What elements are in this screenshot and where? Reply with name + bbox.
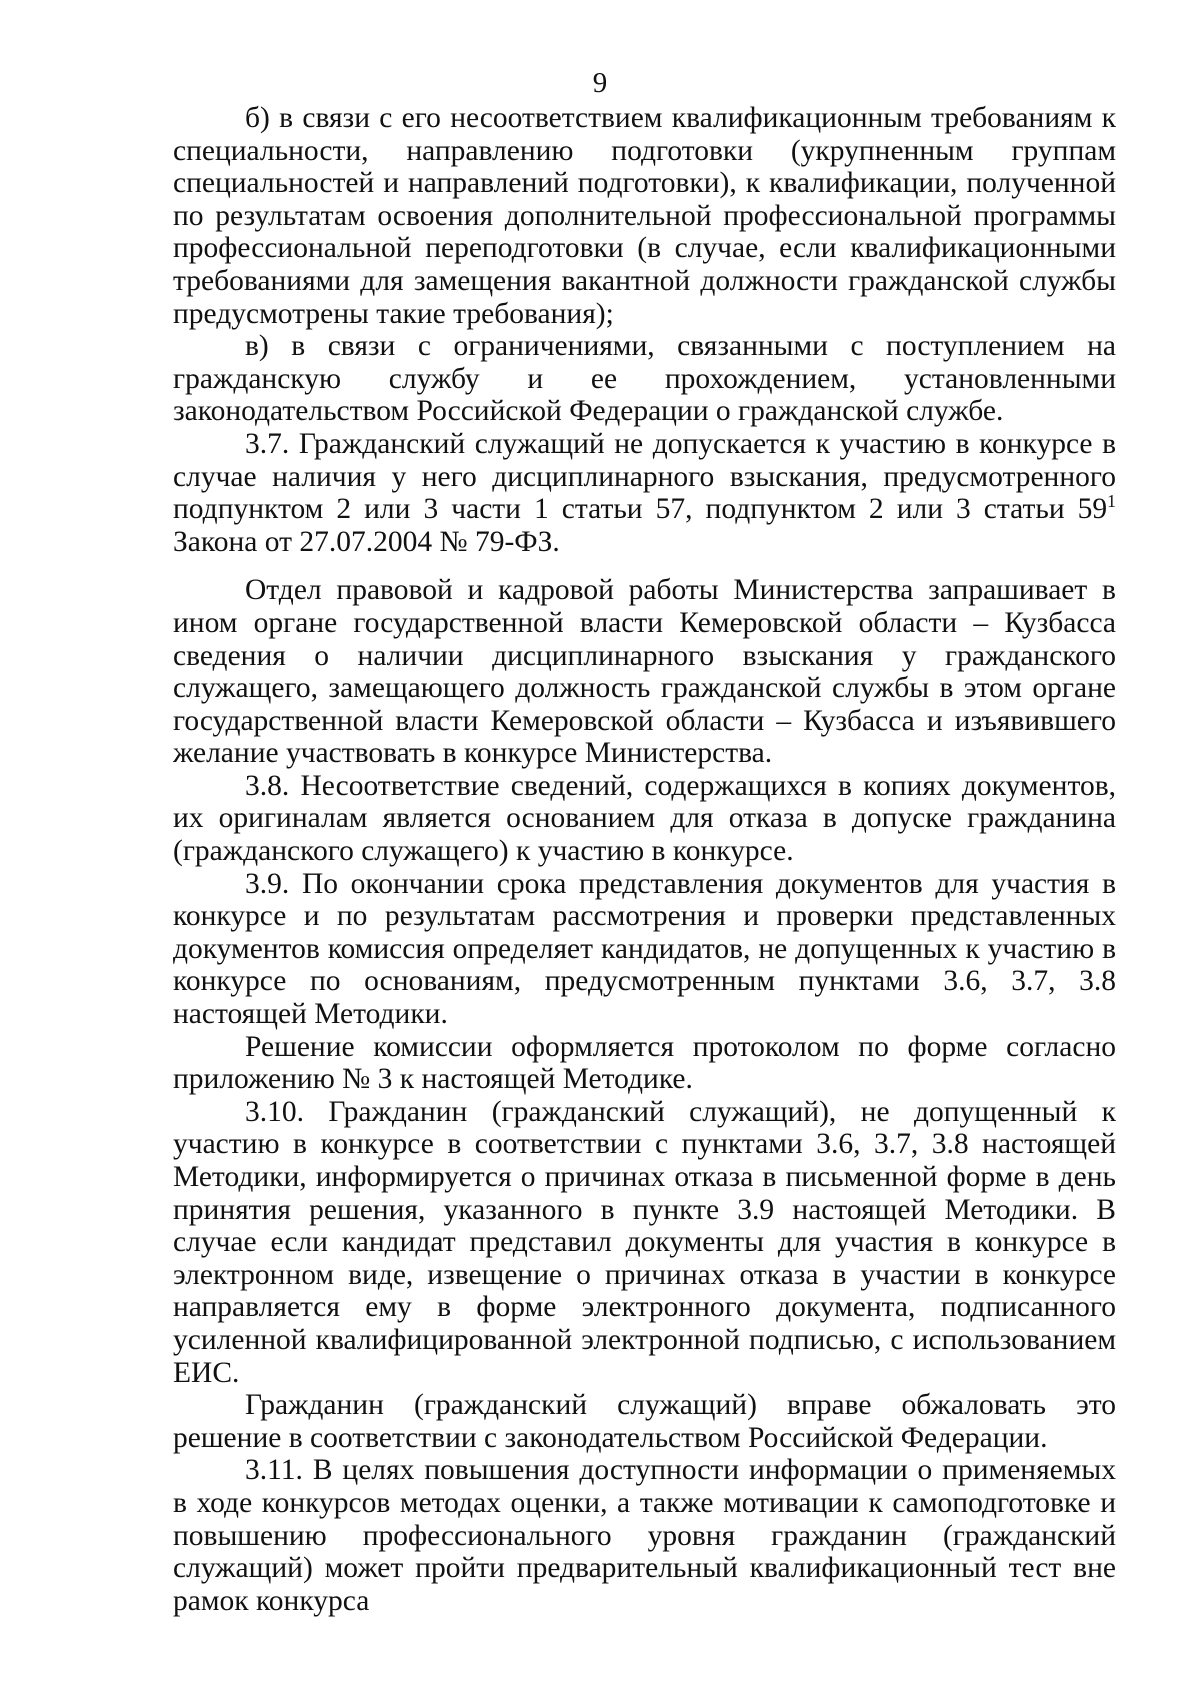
paragraph-b: б) в связи с его несоответствием квалификационным требованиям к специальности, направлению подготовки (укрупненным группам специальностей и направлений подготовки), к квалификации, полученной по результатам освоения дополнительной профессиональной программы профессиональной переподготовки (в случае, если квалификационными требованиями для замещения вакантной должности гражданской службы предусмотрены такие требования);	[173, 102, 1116, 330]
document-body	[173, 102, 1116, 1617]
paragraph-commission-decision: Решение комиссии оформляется протоколом по форме согласно приложению № 3 к настоящей Методике.	[173, 1030, 1116, 1096]
paragraph-3-9: 3.9. По окончании срока представления документов для участия в конкурсе и по результатам рассмотрения и проверки представленных документов комиссия определяет кандидатов, не допущенных к участию в конкурсе по основаниям, предусмотренным пунктами 3.6, 3.7, 3.8 настоящей Методики.	[173, 867, 1116, 1031]
page-number: 9	[592, 67, 608, 99]
paragraph-department-request: Отдел правовой и кадровой работы Министерства запрашивает в ином органе государственной власти Кемеровской области – Кузбасса сведения о наличии дисциплинарного взыскания у гражданского служащего, замещающего должность гражданской службы в этом органе государственной власти Кемеровской области – Кузбасса и изъявившего желание участвовать в конкурсе Министерства.	[173, 574, 1116, 770]
paragraph-3-11: 3.11. В целях повышения доступности информации о применяемых в ходе конкурсов методах оценки, а также мотивации к самоподготовке и повышению профессионального уровня гражданин (гражданский служащий) может пройти предварительный квалификационный тест вне рамок конкурса	[173, 1454, 1116, 1617]
paragraph-3-7-text-before: 3.7. Гражданский служащий не допускается к участию в конкурсе в случае наличия у него дисциплинарного взыскания, предусмотренного подпунктом 2 или 3 части 1 статьи 57, подпунктом 2 или 3 статьи 59	[173, 427, 1116, 526]
paragraph-3-7-text-after: Закона от 27.07.2004 № 79-ФЗ.	[173, 525, 560, 558]
paragraph-3-8: 3.8. Несоответствие сведений, содержащихся в копиях документов, их оригиналам является основанием для отказа в допуске гражданина (гражданского служащего) к участию в конкурсе.	[173, 769, 1116, 868]
paragraph-v: в) в связи с ограничениями, связанными с поступлением на гражданскую службу и ее прохождением, установленными законодательством Российской Федерации о гражданской службе.	[173, 330, 1116, 428]
footnote-superscript: 1	[1107, 491, 1116, 512]
paragraph-3-7	[173, 428, 1116, 558]
paragraph-3-10: 3.10. Гражданин (гражданский служащий), не допущенный к участию в конкурсе в соответствии с пунктами 3.6, 3.7, 3.8 настоящей Методики, информируется о причинах отказа в письменной форме в день принятия решения, указанного в пункте 3.9 настоящей Методики. В случае если кандидат представил документы для участия в конкурсе в электронном виде, извещение о причинах отказа в участии в конкурсе направляется ему в форме электронного документа, подписанного усиленной квалифицированной электронной подписью, с использованием ЕИС.	[173, 1095, 1116, 1389]
paragraph-appeal-right: Гражданин (гражданский служащий) вправе обжаловать это решение в соответствии с законодательством Российской Федерации.	[173, 1389, 1116, 1454]
